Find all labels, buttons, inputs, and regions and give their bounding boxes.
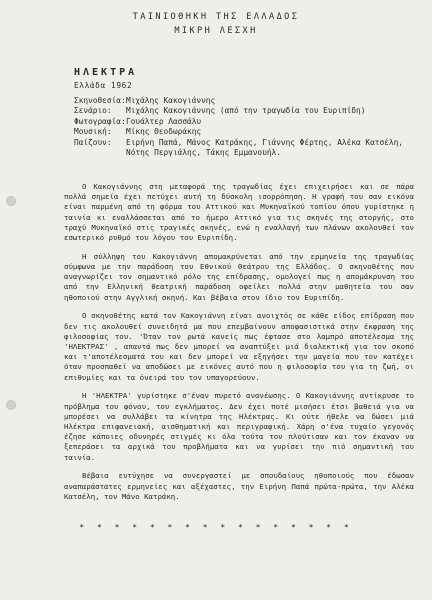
paragraph: Ο σκηνοθέτης κατά τον Κακογιάννη είναι ανοιχτός σε κάθε είδος επίδραση που δεν τις ακολουθεί συνειδητά μα που επεμβαίνουν αποφασιστικά στην έκφραση της φιλοσοφίας του. 'Όταν τον ρωτά κανείς πως έφτασε στο λαμπρό αποτέλεσμα της 'ΗΛΕΚΤΡΑΣ' , απαντά πως δεν μπορεί να αναπτύξει μιά διαλεκτική για τον σκοπό και τ'αποτέλεσματά του και δεν μπορεί να εξηγήσει την μαγεία που τον κατέχει όταν προσπαθεί να αποδώσει με εικόνες αυτό που η φιλοσοφία του για τη ζωή, οι επιθυμίες και τα όνειρά του τον υπαγορεύουν.: [64, 311, 414, 382]
credit-value: [126, 138, 414, 159]
credit-label: Μουσική:: [74, 127, 112, 137]
credit-text: Μιχάλης Κακογιάννης: [126, 96, 216, 105]
credit-text: Γουάλτερ Λασσάλυ: [126, 116, 202, 126]
credit-text: Νότης Περγιάλης, Τάκης Εμμανουήλ.: [126, 148, 281, 158]
credit-label: Σκηνοθεσία:: [74, 96, 126, 105]
punch-hole-icon: [6, 196, 16, 206]
credit-label: Παίζουν:: [74, 137, 112, 147]
club-name: ΜΙΚΡΗ ΛΕΣΧΗ: [174, 26, 258, 36]
credit-value: [126, 96, 414, 106]
letterhead: [0, 10, 432, 38]
archive-name: ΤΑΙΝΙΟΘΗΚΗ ΤΗΣ ΕΛΛΑΔΟΣ: [132, 12, 300, 22]
credit-label: Σενάριο:: [74, 106, 112, 116]
credit-row: [74, 127, 414, 137]
credit-row: [74, 106, 414, 116]
credit-row: [74, 117, 414, 127]
punch-hole-icon: [6, 400, 16, 410]
credit-text: Μίκης Θεοδωράκης: [126, 127, 202, 137]
body-text: [64, 182, 414, 511]
credit-value: [126, 106, 414, 116]
credit-value: [126, 127, 414, 137]
credit-label: Φωτογραφία:: [74, 116, 126, 126]
credit-row: [74, 96, 414, 106]
credits-list: [74, 96, 414, 158]
credit-value: [126, 117, 414, 127]
film-title: ΗΛΕΚΤΡΑ: [74, 67, 138, 78]
paragraph: Βέβαια ευτύχησε να συνεργαστεί με σπουδαίους ηθοποιούς που έδωσαν αναπαράστατες ερμηνείες και αξέχαστες, την Ειρήνη Παπά πρώτα-πρώτα, την Αλέκα Κατσέλη, τον Μάνο Κατράκη.: [64, 471, 414, 501]
credit-text: Ειρήνη Παπά, Μάνος Κατράκης, Γιάννης Φέρτης, Αλέκα Κατσέλη,: [126, 137, 403, 147]
film-heading: [74, 66, 137, 91]
footer-stars: * * * * * * * * * * * * * * * *: [79, 523, 353, 532]
credit-text: Μιχάλης Κακογιάννης (από την τραγωδία του Ευριπίδη): [126, 106, 366, 116]
credit-row: [74, 138, 414, 159]
paragraph: Η σύλληψη του Κακογιάννη απομακρύνεται από την ερμηνεία της τραγωδίας σύμφωνα με την παράδοση του Εθνικού Θεάτρου της Ελλάδος. Ο σκηνοθέτης που αναγνωρίζει τον σημαντικό ρόλο της επίδρασης, ομολογεί πως η απομάκρυνση του από την Ελληνική θεατρική παράδοση οφείλει πολλά στην μαθητεία του σαν ηθοποιού στην Αγγλική σκηνή. Και βέβαια στον ίδιο τον Ευριπίδη.: [64, 251, 414, 302]
paragraph: Ο Κακογιάννης στη μεταφορά της τραγωδίας έχει επιχειρήσει και σε πάρα πολλά σημεία έχει πετύχει αυτή τη δύσκολη ισορρόπηση. Η γραφή του σαν εικόνα είναι παρμένη από τη φόρμα του Αττικού και Μυκηναϊκού τοπίου όπου γυρίστηκε η ταινία κι εναλλάσσεται από το ήμερο Αττικό για τις σκηνές της στοργής, στο τραχύ Μυκηναϊκό στις τραγικές σκηνές, ενώ η εναλλαγή των πλάνων ακολουθεί τον εσωτερικό ρυθμό του λόγου του Ευριπίδη.: [64, 182, 414, 243]
paragraph: Η 'ΗΛΕΚΤΡΑ' γυρίστηκε σ'έναν πυρετό ανανέωσης. Ο Κακογιάννης αντίκρυσε το πρόβλημα του φόνου, του εγκλήματος. Δεν έχει ποτέ μισήσει έτσι βαθειά για να μπορέσει να συλλάβει τα κίνητρα της Ηλέκτρας. Κι ούτε ήθελε να δώσει μιά Ηλέκτρα επιφανειακή, αισθηματική και περιγραφική. Χάρη σ'ένα τυχαίο γεγονός έζησε κάποιες οδυνηρές στιγμές κι όλα τούτα τον πλούτισαν και τον έκαναν να ξεπεράσει τα αρχικά του προβλήματα και να γυρίσει την πιό σημαντική του ταινία.: [64, 391, 414, 462]
country-year: Ελλάδα 1962: [74, 81, 133, 90]
